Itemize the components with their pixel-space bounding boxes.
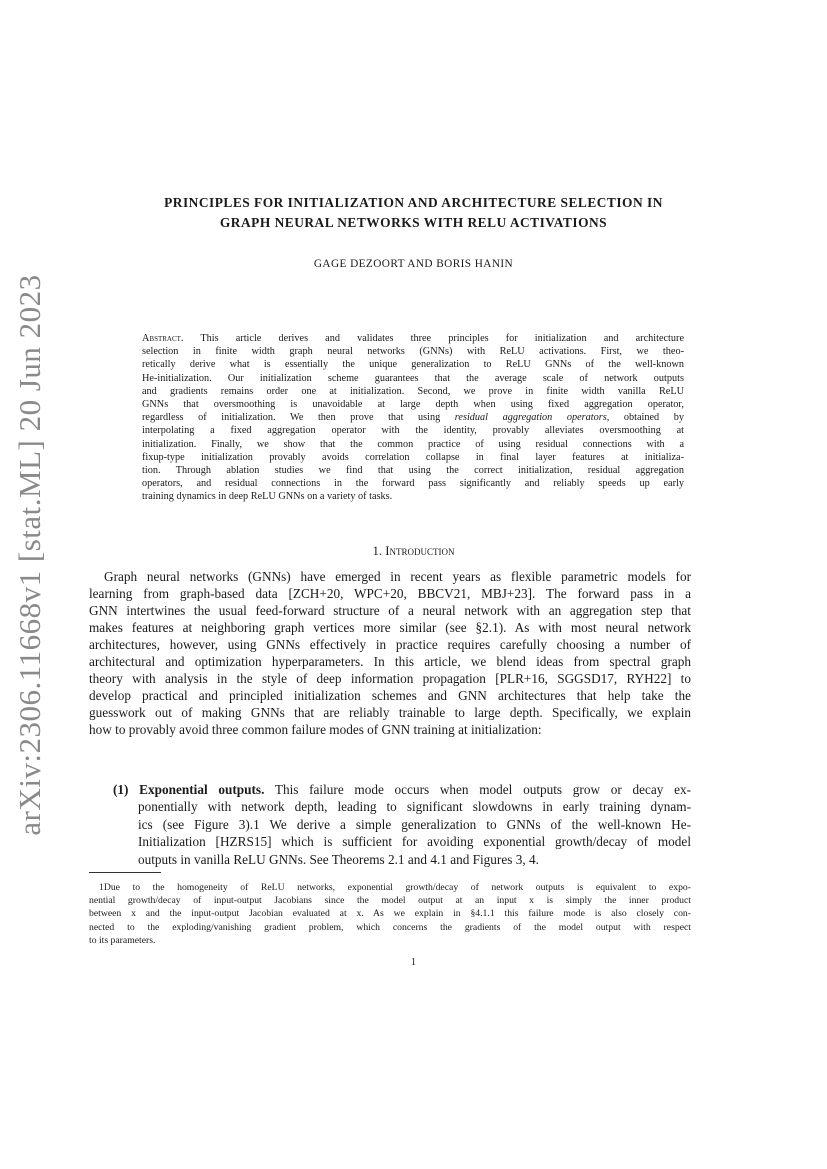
list-item-line: (1) Exponential outputs. This failure mode occurs when model outputs grow or decay ex- [113,782,692,797]
paragraph-line: Graph neural networks (GNNs) have emerged in recent years as flexible parametric models for [104,569,691,584]
introduction-paragraph [89,568,691,738]
footnote-line: 1Due to the homogeneity of ReLU networks, exponential growth/decay of network outputs is equivalent to expo- [99,882,691,893]
abstract-label: Abstract. [142,333,184,344]
footnote-line: nential growth/decay of input-output Jacobians since the model output at an input x is simply the inner product [89,895,691,907]
paragraph-line: architectures, however, using GNNs effectively in practice requires carefully choosing a number of [89,637,691,652]
section-title: Introduction [385,544,455,558]
section-heading-introduction [95,544,732,559]
abstract [142,332,684,504]
paragraph-line: theory with analysis in the style of deep information propagation [PLR+16, SGGSD17, RYH22] to [89,671,691,686]
paper-title-line-2: GRAPH NEURAL NETWORKS WITH RELU ACTIVATIONS [219,215,608,230]
paragraph-line: architectural and optimization hyperparameters. In this article, we blend ideas from spectral graph [89,654,691,669]
abstract-line: Abstract. This article derives and validates three principles for initialization and architecture [142,333,684,344]
paper-authors: GAGE DEZOORT AND BORIS HANIN [313,258,514,270]
paragraph-line: makes features at neighboring graph vertices more similar (see §2.1). As with most neural network [89,620,691,635]
paper-title [95,193,732,233]
abstract-line: initialization. Finally, we show that the common practice of using residual connections with a [142,438,684,450]
abstract-line: training dynamics in deep ReLU GNNs on a variety of tasks. [142,491,393,503]
abstract-line: GNNs that oversmoothing is unavoidable at large depth when using fixed aggregation operator, [142,399,684,411]
abstract-line: He-initialization. Our initialization scheme guarantees that the average scale of network outputs [142,372,684,384]
list-item-line: outputs in vanilla ReLU GNNs. See Theorems 2.1 and 4.1 and Figures 3, 4. [138,851,539,867]
list-item-heading: Exponential outputs. [139,782,265,797]
paragraph-line: GNN intertwines the usual feed-forward structure of a neural network with an aggregation step that [89,603,691,618]
abstract-line: retically derive what is essentially the unique generalization to ReLU GNNs of the well-known [142,359,684,371]
footnote-divider [89,872,161,873]
abstract-line: operators, and residual connections in the forward pass significantly and reliably speeds up early [142,478,684,490]
abstract-line: interpolating a fixed aggregation operator with the identity, provably alleviates oversmoothing at [142,425,684,437]
footnote-line: nected to the exploding/vanishing gradient problem, which concerns the gradients of the model output with respect [89,921,691,933]
section-number: 1. [372,544,383,558]
paper-title-line-1: PRINCIPLES FOR INITIALIZATION AND ARCHITECTURE SELECTION IN [164,195,663,210]
failure-mode-list-item [113,781,691,868]
arxiv-identifier-stamp [0,0,60,1169]
abstract-line: tion. Through ablation studies we find that using the correct initialization, residual aggregation [142,465,684,477]
footnote-line: to its parameters. [89,934,156,946]
list-item-line: ponentially with network depth, leading to significant slowdowns in early training dynam- [138,799,691,815]
abstract-line: selection in finite width graph neural networks (GNNs) with ReLU activations. First, we theo- [142,346,684,358]
page-number: 1 [410,957,417,968]
footnote-line: between x and the input-output Jacobian evaluated at x. As we explain in §4.1.1 this failure mode is also closely con- [89,908,691,920]
paragraph-line: how to provably avoid three common failure modes of GNN training at initialization: [89,722,542,737]
paragraph-line: guesswork out of making GNNs that are reliably trainable to large depth. Specifically, we explain [89,705,691,720]
list-item-marker: (1) [113,782,129,797]
list-item-line: Initialization [HZRS15] which is sufficient for avoiding exponential growth/decay of model [138,834,691,850]
abstract-emphasis: residual aggregation operators [454,412,607,424]
abstract-line: regardless of initialization. We then prove that using residual aggregation operators, obtained by [142,412,684,424]
paragraph-line: learning from graph-based data [ZCH+20, WPC+20, BBCV21, MBJ+23]. The forward pass in a [89,586,691,601]
list-item-line: ics (see Figure 3).1 We derive a simple generalization to GNNs of the well-known He- [138,816,691,832]
abstract-line: fixup-type initialization provably avoids correlation collapse in final layer features at initializa- [142,451,684,463]
paragraph-line: develop practical and principled initialization schemes and GNN architectures that help take the [89,688,691,703]
abstract-line: and gradients remains order one at initialization. Second, we prove in finite width vanilla ReLU [142,385,684,397]
arxiv-identifier-text: arXiv:2306.11668v1 [stat.ML] 20 Jun 2023 [12,274,47,836]
footnote [89,881,691,947]
